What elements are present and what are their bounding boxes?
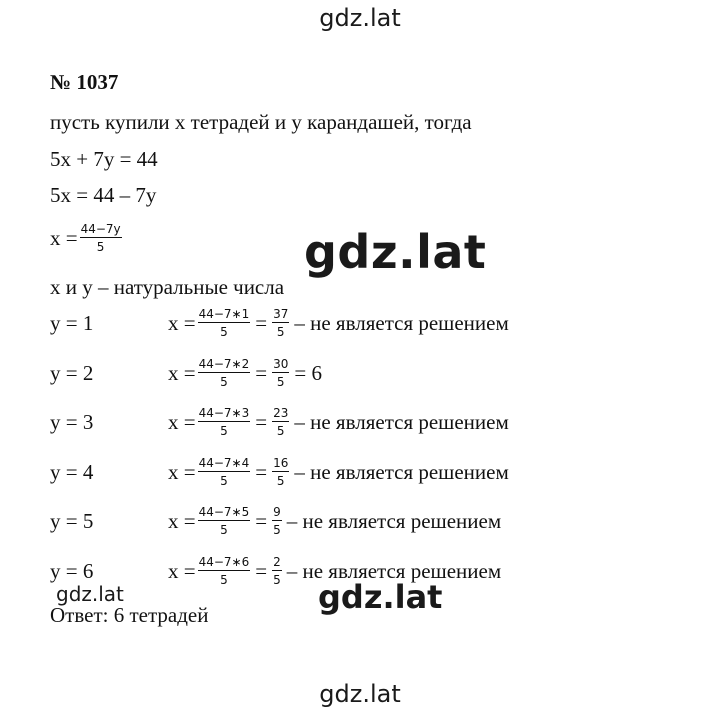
result-fraction (272, 307, 289, 339)
fraction-denominator: 5 (220, 375, 228, 389)
result-fraction (272, 406, 289, 438)
y-value: y = 3 (50, 409, 94, 434)
y-value: y = 5 (50, 508, 94, 533)
fraction-numerator: 30 (273, 357, 289, 371)
result-fraction (272, 357, 289, 389)
equation-3-lhs: x = (50, 225, 78, 250)
natural-numbers-note: x и y – натуральные числа (50, 275, 285, 299)
substitution-fraction (198, 357, 251, 389)
fraction-numerator: 9 (273, 505, 281, 519)
fraction-denominator: 5 (220, 325, 228, 339)
result-fraction (272, 505, 282, 537)
result-fraction (272, 555, 282, 587)
equals-sign: = (255, 508, 268, 533)
equation-3-fraction (80, 222, 122, 254)
x-lhs: x = (168, 310, 196, 335)
watermark-footer: gdz.lat (319, 680, 401, 708)
fraction-denominator: 5 (220, 523, 228, 537)
solution-row (50, 300, 690, 346)
equation-2: 5x = 44 – 7y (50, 183, 157, 207)
watermark-top: gdz.lat (319, 4, 401, 32)
y-value: y = 6 (50, 558, 94, 583)
fraction-numerator: 44−7∗5 (198, 505, 250, 519)
result-fraction (272, 456, 289, 488)
solution-row (50, 498, 690, 544)
x-expression (168, 456, 512, 488)
substitution-fraction (198, 456, 251, 488)
x-lhs: x = (168, 360, 196, 385)
x-lhs: x = (168, 409, 196, 434)
fraction-denominator: 5 (273, 573, 281, 587)
substitution-fraction (198, 406, 251, 438)
fraction-numerator: 44−7∗1 (198, 307, 250, 321)
fraction-numerator: 44−7∗4 (198, 456, 250, 470)
fraction-denominator: 5 (276, 474, 285, 488)
problem-number: № 1037 (50, 70, 119, 94)
substitution-fraction (198, 307, 251, 339)
equals-sign: = (255, 409, 268, 434)
x-expression (168, 505, 504, 537)
watermark-bottom-left: gdz.lat (56, 582, 124, 606)
solution-row (50, 399, 690, 445)
y-value: y = 1 (50, 310, 94, 335)
y-value: y = 2 (50, 360, 94, 385)
fraction-denominator: 5 (220, 474, 228, 488)
equals-sign: = (255, 459, 268, 484)
substitution-fraction (198, 555, 251, 587)
solution-row (50, 449, 690, 495)
row-conclusion: – не является решением (286, 508, 502, 533)
row-conclusion: – не является решением (294, 310, 509, 335)
fraction-numerator: 16 (273, 456, 289, 470)
equation-1: 5x + 7y = 44 (50, 147, 158, 171)
fraction-denominator: 5 (96, 240, 105, 254)
answer-text: Ответ: 6 тетрадей (50, 603, 209, 627)
fraction-numerator: 2 (273, 555, 281, 569)
x-expression (168, 357, 325, 389)
x-expression (168, 307, 512, 339)
fraction-denominator: 5 (220, 573, 228, 587)
equals-sign: = (255, 558, 268, 583)
x-lhs: x = (168, 558, 196, 583)
equals-sign: = (255, 360, 268, 385)
fraction-numerator: 23 (273, 406, 289, 420)
equation-3 (50, 222, 124, 254)
fraction-denominator: 5 (220, 424, 228, 438)
fraction-denominator: 5 (276, 375, 285, 389)
equals-sign: = (255, 310, 268, 335)
fraction-numerator: 37 (273, 307, 289, 321)
x-lhs: x = (168, 508, 196, 533)
row-conclusion: – не является решением (294, 409, 509, 434)
fraction-numerator: 44−7∗3 (198, 406, 250, 420)
x-lhs: x = (168, 459, 196, 484)
substitution-fraction (198, 505, 251, 537)
x-expression (168, 406, 512, 438)
solution-row (50, 350, 690, 396)
fraction-denominator: 5 (276, 325, 285, 339)
fraction-denominator: 5 (273, 523, 281, 537)
intro-text: пусть купили x тетрадей и y карандашей, тогда (50, 110, 472, 134)
fraction-numerator: 44−7y (80, 222, 121, 236)
row-conclusion: – не является решением (286, 558, 502, 583)
fraction-numerator: 44−7∗6 (198, 555, 250, 569)
watermark-center: gdz.lat (304, 225, 487, 279)
row-conclusion: – не является решением (294, 459, 509, 484)
fraction-numerator: 44−7∗2 (198, 357, 250, 371)
watermark-bottom-center: gdz.lat (318, 578, 443, 616)
row-conclusion: = 6 (294, 360, 322, 385)
fraction-denominator: 5 (276, 424, 285, 438)
y-value: y = 4 (50, 459, 94, 484)
